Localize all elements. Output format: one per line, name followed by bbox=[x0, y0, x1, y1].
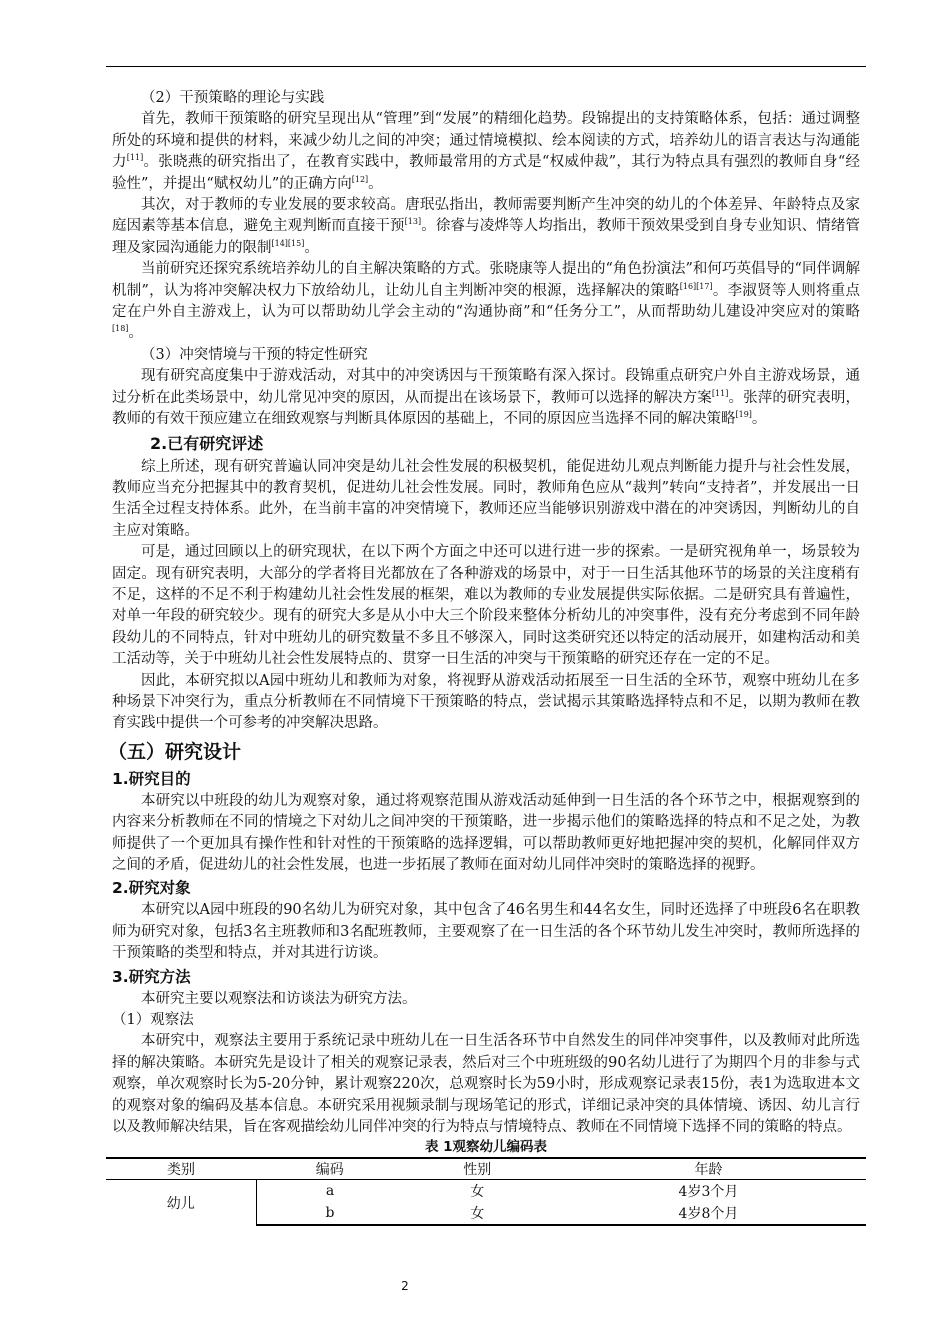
paragraph: 当前研究还探究系统培养幼儿的自主解决策略的方式。张晓康等人提出的“角色扮演法”和何巧英倡导的“同伴调解机制”，认为将冲突解决权力下放给幼儿，让幼儿自主判断冲突的根源，选择解决的策略[16][17]。李淑贤等人则将重点定在户外自主游戏上，认为可以帮助幼儿学会主动的“沟通协商”和“任务分工”，从而帮助幼儿建设冲突应对的策略[18]。 bbox=[112, 261, 860, 342]
paragraph: 本研究以中班段的幼儿为观察对象，通过将观察范围从游戏活动延伸到一日生活的各个环节之中，根据观察到的内容来分析教师在不同的情境之下对幼儿之间冲突的干预策略，进一步揭示他们的策略选择的特点和不足之处，为教师提供了一个更加具有操作性和针对性的干预策略的选择逻辑，可以帮助教师更好地把握冲突的契机，化解同伴双方之间的矛盾，促进幼儿的社会性发展，也进一步拓展了教师在面对幼儿同伴冲突时的策略选择的视野。 bbox=[112, 792, 860, 873]
table-header-cell: 类别 bbox=[106, 1158, 256, 1180]
section-heading-purpose: 1.研究目的 bbox=[112, 769, 191, 788]
citation[interactable]: [14][15] bbox=[271, 239, 305, 249]
citation[interactable]: [11] bbox=[126, 153, 144, 163]
citation[interactable]: [11] bbox=[711, 388, 729, 398]
paragraph: 本研究以A园中班段的90名幼儿为研究对象，其中包含了46名男生和44名女生，同时还选择了中班段6名在职教师为研究对象，包括3名主班教师和3名配班教师，主要观察了在一日生活的各个环节幼儿发生冲突时，教师所选择的干预策略的类型和特点，并对其进行访谈。 bbox=[112, 902, 860, 962]
page-content bbox=[108, 88, 861, 1226]
table-header-cell: 年龄 bbox=[551, 1158, 866, 1180]
paragraph: 综上所述，现有研究普遍认同冲突是幼儿社会性发展的积极契机，能促进幼儿观点判断能力提升与社会性发展，教师应当充分把握其中的教育契机，促进幼儿社会性发展。同时，教师角色应从“裁判”转向“支持者”，并发展出一日生活全过程支持体系。此外，在当前丰富的冲突情境下，教师还应当能够识别游戏中潜在的冲突诱因，判断幼儿的自主应对策略。 bbox=[112, 458, 860, 539]
table-cell: a bbox=[325, 1183, 335, 1200]
citation[interactable]: [13] bbox=[404, 217, 422, 227]
table-caption: 表 1观察幼儿编码表 bbox=[424, 1139, 548, 1156]
section-heading-object: 2.研究对象 bbox=[112, 879, 191, 898]
section-heading-design: （五）研究设计 bbox=[108, 740, 242, 763]
citation[interactable]: [12] bbox=[351, 174, 369, 184]
paragraph: 可是，通过回顾以上的研究现状，在以下两个方面之中还可以进行进一步的探索。一是研究视角单一，场景较为固定。现有研究表明，大部分的学者将目光都放在了各种游戏的场景中，对于一日生活其他环节的场景的关注度稍有不足，这样的不足不利于构建幼儿社会性发展的框架，难以为教师的专业发展提供实际依据。二是研究具有普遍性，对单一年段的研究较少。现有的研究大多是从小中大三个阶段来整体分析幼儿的冲突事件，没有充分考虑到不同年龄段幼儿的不同特点，针对中班幼儿的研究数量不多且不够深入，同时这类研究还以特定的活动展开，如建构活动和美工活动等，关于中班幼儿社会性发展特点的、贯穿一日生活的冲突与干预策略的研究还存在一定的不足。 bbox=[112, 544, 860, 668]
section-heading-observation: （1）观察法 bbox=[112, 1012, 194, 1029]
table-header-cell: 编码 bbox=[256, 1158, 403, 1180]
citation[interactable]: [19] bbox=[735, 410, 752, 420]
section-heading-intervention: （2）干预策略的理论与实践 bbox=[141, 90, 325, 106]
paragraph: 因此，本研究拟以A园中班幼儿和教师为对象，将视野从游戏活动拓展至一日生活的全环节，观察中班幼儿在多种场景下冲突行为，重点分析教师在不同情境下干预策略的特点，尝试揭示其策略选择特点和不足，以期为教师在教育实践中提供一个可参考的冲突解决思路。 bbox=[112, 672, 860, 732]
table-cell: b bbox=[256, 1202, 403, 1225]
section-heading-method: 3.研究方法 bbox=[112, 967, 191, 986]
citation[interactable]: [16][17] bbox=[679, 281, 713, 291]
paragraph: 首先，教师干预策略的研究呈现出从“管理”到“发展”的精细化趋势。段锦提出的支持策略体系，包括：通过调整所处的环境和提供的材料，来减少幼儿之间的冲突；通过情境模拟、绘本阅读的方式，培养幼儿的语言表达与沟通能力[11]。张晓燕的研究指出了，在教育实践中，教师最常用的方式是“权威仲裁”，其行为特点具有强烈的教师自身“经验性”，并提出“赋权幼儿”的正确方向[12]。 bbox=[112, 111, 861, 192]
observation-code-table bbox=[106, 1157, 866, 1226]
section-heading-conflict-context: （3）冲突情境与干预的特定性研究 bbox=[141, 346, 368, 363]
citation[interactable]: [18] bbox=[112, 324, 129, 334]
paragraph: 本研究中，观察法主要用于系统记录中班幼儿在一日生活各环节中自然发生的同伴冲突事件，以及教师对此所选择的解决策略。本研究先是设计了相关的观察记录表，然后对三个中班班级的90名幼儿进行了为期四个月的非参与式观察，单次观察时长为5-20分钟，累计观察220次，总观察时长为59小时，形成观察记录表15份，表1为选取进本文的观察对象的编码及基本信息。本研究采用视频录制与现场笔记的形式，详细记录冲突的具体情境、诱因、幼儿言行以及教师解决结果，旨在客观描绘幼儿同伴冲突的行为特点与情境特点、教师在不同情境下选择不同的策略的特点。 bbox=[112, 1033, 860, 1136]
table-header-row bbox=[106, 1158, 866, 1180]
section-heading-review: 2.已有研究评述 bbox=[150, 433, 264, 453]
header-rule bbox=[106, 66, 866, 67]
table-cell: 4岁3个月 bbox=[678, 1184, 739, 1201]
table-cell: 女 bbox=[404, 1202, 551, 1225]
paragraph: 其次，对于教师的专业发展的要求较高。唐珉弘指出，教师需要判断产生冲突的幼儿的个体差异、年龄特点及家庭因素等基本信息，避免主观判断而直接干预[13]。徐睿与凌烨等人均指出，教师干预效果受到自身专业知识、情绪管理及家园沟通能力的限制[14][15]。 bbox=[112, 197, 861, 256]
table-cell: 女 bbox=[470, 1184, 485, 1201]
table-header-cell: 性别 bbox=[404, 1158, 551, 1180]
paragraph: 本研究主要以观察法和访谈法为研究方法。 bbox=[141, 990, 417, 1007]
table-cell: 4岁8个月 bbox=[551, 1202, 866, 1225]
page-number: 2 bbox=[401, 1279, 409, 1293]
paragraph: 现有研究高度集中于游戏活动，对其中的冲突诱因与干预策略有深入探讨。段锦重点研究户外自主游戏场景，通过分析在此类场景中，幼儿常见冲突的原因，从而提出在该场景下，教师可以选择的解决方案[11]。张萍的研究表明，教师的有效干预应建立在细致观察与判断具体原因的基础上，不同的原因应当选择不同的解决策略[19]。 bbox=[112, 368, 860, 428]
table-row bbox=[106, 1180, 866, 1203]
table-cell-group: 幼儿 bbox=[106, 1180, 256, 1226]
